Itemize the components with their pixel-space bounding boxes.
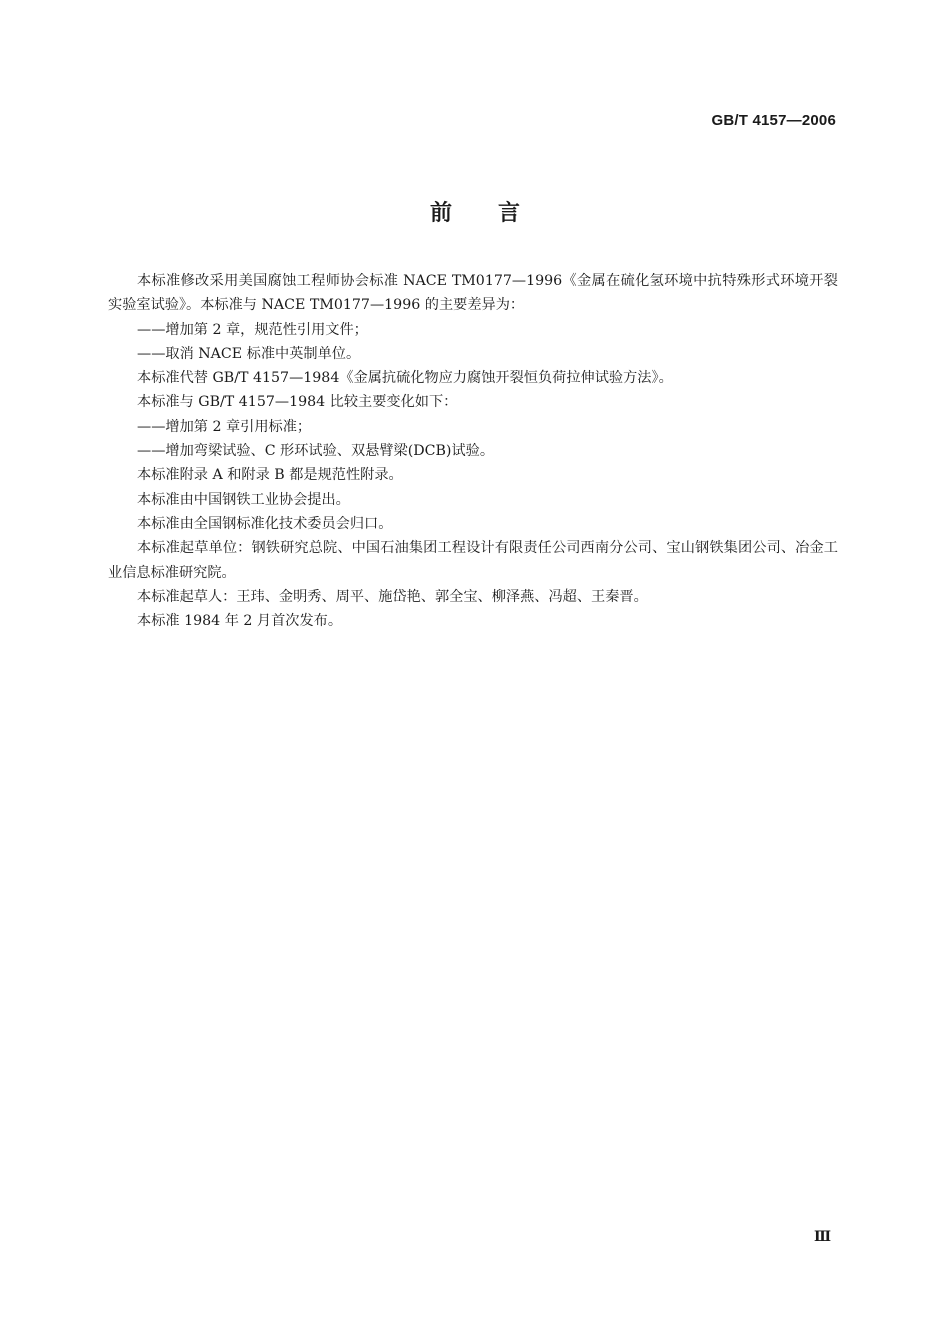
paragraph: 本标准起草单位：钢铁研究总院、中国石油集团工程设计有限责任公司西南分公司、宝山钢铁集团公司、冶金工业信息标准研究院。 <box>108 540 838 581</box>
paragraph: 本标准附录 A 和附录 B 都是规范性附录。 <box>137 467 403 484</box>
paragraph: 本标准起草人：王玮、金明秀、周平、施岱艳、郭全宝、柳泽燕、冯超、王秦晋。 <box>137 588 648 605</box>
paragraph: 本标准与 GB/T 4157—1984 比较主要变化如下： <box>137 394 458 411</box>
page-title: 前言 <box>429 201 566 226</box>
list-item: ——增加第 2 章，规范性引用文件； <box>137 321 368 338</box>
paragraph: 本标准由中国钢铁工业协会提出。 <box>137 491 350 508</box>
foreword-body <box>108 269 838 633</box>
paragraph: 本标准修改采用美国腐蚀工程师协会标准 NACE TM0177—1996《金属在硫化氢环境中抗特殊形式环境开裂实验室试验》。本标准与 NACE TM0177—1996 的主要差异为： <box>108 273 838 314</box>
paragraph: 本标准代替 GB/T 4157—1984《金属抗硫化物应力腐蚀开裂恒负荷拉伸试验方法》。 <box>137 370 673 387</box>
list-item: ——取消 NACE 标准中英制单位。 <box>137 345 361 362</box>
paragraph: 本标准 1984 年 2 月首次发布。 <box>137 613 343 630</box>
list-item: ——增加第 2 章引用标准； <box>137 418 312 435</box>
list-item: ——增加弯梁试验、C 形环试验、双悬臂梁(DCB)试验。 <box>137 443 495 460</box>
standard-code: GB/T 4157—2006 <box>711 112 836 129</box>
paragraph: 本标准由全国钢标准化技术委员会归口。 <box>137 515 393 532</box>
page-number: Ⅲ <box>813 1229 831 1245</box>
